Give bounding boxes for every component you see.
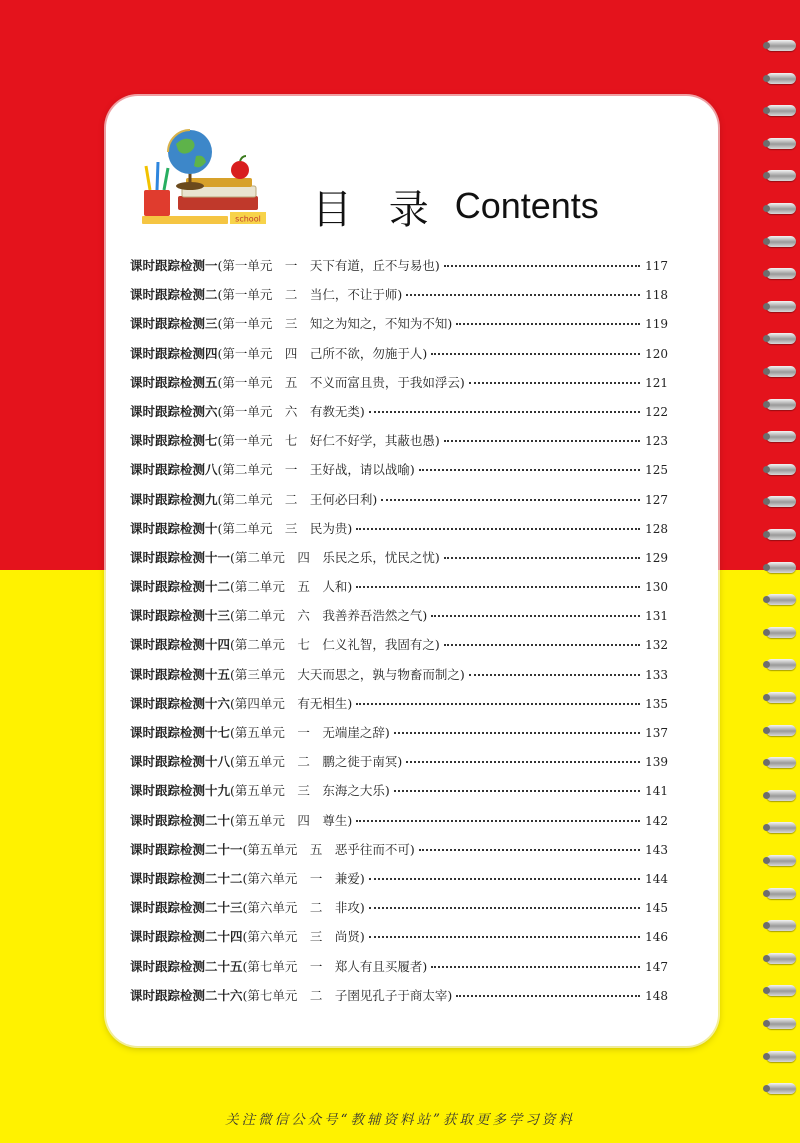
toc-entry-subtitle: (第二单元 七 仁义礼智，我固有之) <box>230 637 440 653</box>
toc-leader-dots <box>369 936 640 938</box>
toc-page-number: 127 <box>645 492 668 507</box>
toc-entry[interactable] <box>130 665 668 694</box>
toc-entry-subtitle: (第二单元 三 民为贵) <box>217 520 353 536</box>
toc-leader-dots <box>419 849 640 851</box>
toc-page-number: 129 <box>645 550 668 565</box>
school-blocks-label: school <box>235 214 261 224</box>
binding-ring <box>766 268 796 279</box>
binding-ring <box>766 138 796 149</box>
binding-ring <box>766 236 796 247</box>
toc-page-number: 123 <box>645 434 668 449</box>
toc-entry-subtitle: (第五单元 一 无端崖之辞) <box>230 725 390 740</box>
toc-entry-title: 课时跟踪检测十八 <box>130 754 231 770</box>
toc-entry[interactable] <box>130 490 668 519</box>
toc-entry-subtitle: (第一单元 六 有教无类) <box>217 403 365 419</box>
toc-page-number: 142 <box>645 813 668 828</box>
binding-ring <box>766 562 796 573</box>
toc-entry-title: 课时跟踪检测十四 <box>130 637 231 653</box>
binding-ring <box>766 790 796 801</box>
title-chinese: 目 录 <box>312 186 441 233</box>
toc-entry-subtitle: (第一单元 四 己所不欲，勿施于人) <box>217 345 428 361</box>
toc-page-number: 146 <box>645 930 668 945</box>
toc-entry[interactable] <box>130 285 668 314</box>
toc-entry-subtitle: (第二单元 五 人和) <box>230 579 353 595</box>
toc-entry[interactable] <box>130 256 668 285</box>
toc-page-number: 118 <box>645 288 668 303</box>
toc-entry[interactable] <box>130 869 668 898</box>
binding-ring <box>766 73 796 84</box>
toc-leader-dots <box>369 907 640 909</box>
binding-ring <box>766 757 796 768</box>
binding-ring <box>766 496 796 507</box>
toc-entry-title: 课时跟踪检测十三 <box>130 608 231 624</box>
toc-entry[interactable] <box>130 577 668 606</box>
toc-entry[interactable] <box>130 957 668 986</box>
toc-page-number: 137 <box>645 726 668 740</box>
toc-leader-dots <box>444 557 640 559</box>
toc-entry-subtitle: (第五单元 二 鹏之徙于南冥) <box>230 754 403 770</box>
toc-page-number: 121 <box>645 375 668 390</box>
toc-entry-subtitle: (第五单元 三 东海之大乐) <box>230 783 390 799</box>
toc-leader-dots <box>356 820 640 822</box>
toc-page-number: 139 <box>645 755 668 770</box>
toc-page-number: 120 <box>645 346 668 361</box>
toc-entry-subtitle: (第六单元 一 兼爱) <box>242 870 365 886</box>
toc-entry-subtitle: (第一单元 一 天下有道，丘不与易也) <box>217 258 440 273</box>
binding-ring <box>766 529 796 540</box>
toc-leader-dots <box>394 732 640 734</box>
binding-ring <box>766 855 796 866</box>
toc-leader-dots <box>356 586 640 588</box>
binding-ring <box>766 1018 796 1029</box>
binding-ring <box>766 301 796 312</box>
toc-entry-subtitle: (第一单元 三 知之为知之，不知为不知) <box>217 316 453 332</box>
toc-entry[interactable] <box>130 606 668 635</box>
toc-entry-title: 课时跟踪检测二 <box>130 287 218 303</box>
toc-entry-subtitle: (第五单元 四 尊生) <box>230 812 353 828</box>
toc-entry[interactable] <box>130 898 668 927</box>
toc-leader-dots <box>369 878 640 880</box>
toc-entry-title: 课时跟踪检测六 <box>130 403 218 419</box>
globe-books-apple-icon <box>138 126 268 226</box>
toc-leader-dots <box>394 790 640 792</box>
toc-entry-subtitle: (第六单元 二 非攻) <box>242 900 365 916</box>
toc-page-number: 147 <box>645 959 668 974</box>
binding-ring <box>766 333 796 344</box>
toc-entry-subtitle: (第一单元 七 好仁不好学，其蔽也愚) <box>217 433 440 449</box>
binding-ring <box>766 105 796 116</box>
binding-ring <box>766 920 796 931</box>
toc-entry[interactable] <box>130 781 668 810</box>
toc-entry-title: 课时跟踪检测二十二 <box>130 870 243 886</box>
toc-leader-dots <box>456 995 640 997</box>
toc-leader-dots <box>444 440 640 442</box>
footer-note: 关注微信公众号“教辅资料站”获取更多学习资料 <box>225 1112 575 1128</box>
toc-entry-subtitle: (第二单元 四 乐民之乐，忧民之忧) <box>230 549 440 565</box>
binding-ring <box>766 692 796 703</box>
toc-leader-dots <box>381 499 640 501</box>
toc-page-number: 144 <box>645 871 668 886</box>
toc-entry-title: 课时跟踪检测十五 <box>130 666 231 682</box>
toc-entry[interactable] <box>130 986 668 1015</box>
toc-entry[interactable] <box>130 752 668 781</box>
toc-entry-subtitle: (第二单元 六 我善养吾浩然之气) <box>230 608 428 624</box>
toc-leader-dots <box>444 265 640 267</box>
binding-ring <box>766 627 796 638</box>
toc-entry-subtitle: (第二单元 一 王好战，请以战喻) <box>217 462 415 478</box>
toc-entry[interactable] <box>130 811 668 840</box>
toc-entry-title: 课时跟踪检测九 <box>130 491 218 507</box>
toc-entry-subtitle: (第三单元 大天而思之，孰与物畜而制之) <box>230 666 465 682</box>
binding-ring <box>766 888 796 899</box>
toc-entry[interactable] <box>130 460 668 489</box>
toc-entry-subtitle: (第七单元 一 郑人有且买履者) <box>242 958 428 974</box>
toc-entry[interactable] <box>130 927 668 956</box>
binding-ring <box>766 822 796 833</box>
toc-leader-dots <box>469 382 640 384</box>
toc-entry[interactable] <box>130 723 668 752</box>
toc-entry[interactable] <box>130 402 668 431</box>
toc-leader-dots <box>431 966 640 968</box>
title-english: Contents <box>454 185 599 226</box>
toc-entry-title: 课时跟踪检测二十一 <box>130 841 243 857</box>
toc-leader-dots <box>356 528 640 530</box>
toc-entry-title: 课时跟踪检测二十五 <box>130 958 243 974</box>
toc-entry-title: 课时跟踪检测八 <box>130 462 218 478</box>
page-title <box>312 176 599 236</box>
toc-leader-dots <box>469 674 640 676</box>
toc-entry-title: 课时跟踪检测五 <box>130 374 218 390</box>
toc-entry-subtitle: (第一单元 二 当仁，不让于师) <box>217 287 403 303</box>
binding-ring <box>766 170 796 181</box>
toc-page-number: 145 <box>645 901 668 916</box>
toc-entry[interactable] <box>130 314 668 343</box>
binding-ring <box>766 464 796 475</box>
toc-leader-dots <box>456 323 640 325</box>
toc-entry-subtitle: (第四单元 有无相生) <box>230 695 353 711</box>
toc-page-number: 130 <box>645 580 668 595</box>
toc-entry-subtitle: (第二单元 二 王何必曰利) <box>217 491 378 507</box>
binding-ring <box>766 203 796 214</box>
toc-entry-subtitle: (第六单元 三 尚贤) <box>242 929 365 945</box>
toc-entry[interactable] <box>130 431 668 460</box>
binding-ring <box>766 594 796 605</box>
binding-ring <box>766 725 796 736</box>
toc-page-number: 128 <box>645 521 668 536</box>
toc-leader-dots <box>406 294 640 296</box>
toc-entry-title: 课时跟踪检测四 <box>130 345 218 361</box>
spiral-binding <box>760 40 800 1100</box>
toc-page-number: 133 <box>645 667 668 682</box>
toc-entry-title: 课时跟踪检测十七 <box>130 725 231 740</box>
toc-entry-title: 课时跟踪检测十二 <box>130 579 231 595</box>
toc-leader-dots <box>369 411 640 413</box>
binding-ring <box>766 40 796 51</box>
toc-entry-title: 课时跟踪检测十六 <box>130 695 231 711</box>
binding-ring <box>766 953 796 964</box>
contents-card <box>106 96 718 1046</box>
binding-ring <box>766 659 796 670</box>
toc-entry[interactable] <box>130 840 668 869</box>
binding-ring <box>766 366 796 377</box>
binding-ring <box>766 431 796 442</box>
toc-entry-title: 课时跟踪检测十一 <box>130 549 231 565</box>
toc-entry-title: 课时跟踪检测十 <box>130 520 218 536</box>
binding-ring <box>766 1083 796 1094</box>
table-of-contents <box>130 256 668 1015</box>
toc-page-number: 117 <box>645 259 668 273</box>
toc-entry-subtitle: (第七单元 二 子圉见孔子于商太宰) <box>242 987 453 1003</box>
toc-entry-title: 课时跟踪检测十九 <box>130 783 231 799</box>
toc-entry-title: 课时跟踪检测七 <box>130 433 218 449</box>
toc-leader-dots <box>431 615 640 617</box>
toc-page-number: 122 <box>645 404 668 419</box>
toc-page-number: 119 <box>645 317 668 332</box>
toc-entry-title: 课时跟踪检测二十三 <box>130 900 243 916</box>
binding-ring <box>766 1051 796 1062</box>
binding-ring <box>766 985 796 996</box>
binding-ring <box>766 399 796 410</box>
toc-leader-dots <box>444 644 640 646</box>
toc-entry-title: 课时跟踪检测二十四 <box>130 929 243 945</box>
toc-entry[interactable] <box>130 548 668 577</box>
toc-leader-dots <box>431 353 640 355</box>
toc-leader-dots <box>406 761 640 763</box>
toc-page-number: 125 <box>645 463 668 478</box>
toc-entry-title: 课时跟踪检测三 <box>130 316 218 332</box>
toc-entry[interactable] <box>130 373 668 402</box>
toc-entry[interactable] <box>130 694 668 723</box>
toc-entry-title: 课时跟踪检测一 <box>130 258 218 273</box>
toc-page-number: 143 <box>645 842 668 857</box>
toc-entry-subtitle: (第一单元 五 不义而富且贵，于我如浮云) <box>217 374 465 390</box>
toc-entry[interactable] <box>130 344 668 373</box>
toc-leader-dots <box>419 469 640 471</box>
toc-leader-dots <box>356 703 640 705</box>
toc-entry-title: 课时跟踪检测二十 <box>130 812 231 828</box>
toc-entry[interactable] <box>130 519 668 548</box>
toc-page-number: 135 <box>645 696 668 711</box>
toc-entry[interactable] <box>130 635 668 664</box>
toc-entry-subtitle: (第五单元 五 恶乎往而不可) <box>242 841 415 857</box>
toc-page-number: 131 <box>645 609 668 624</box>
toc-page-number: 141 <box>645 784 668 799</box>
toc-entry-title: 课时跟踪检测二十六 <box>130 987 243 1003</box>
toc-page-number: 132 <box>645 638 668 653</box>
toc-page-number: 148 <box>645 988 668 1003</box>
